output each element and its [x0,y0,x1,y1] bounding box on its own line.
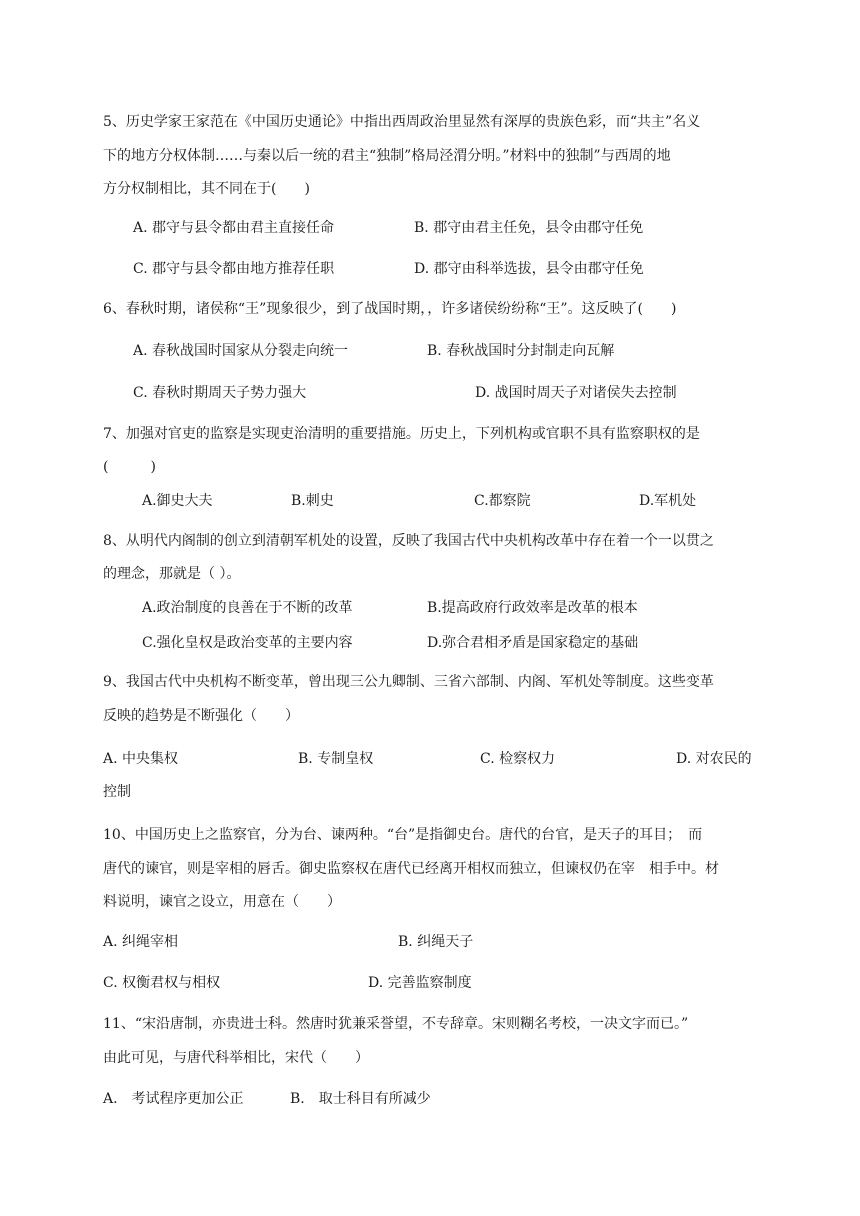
option-d: D. 对农民的 [676,751,752,767]
option-c: C.强化皇权是政治变革的主要内容 [142,635,353,651]
option-a: A.政治制度的良善在于不断的改革 [142,600,353,616]
question-text-line: 9、我国古代中央机构不断变革，曾出现三公九卿制、三省六部制、内阁、军机处等制度。这些变革 [103,674,714,690]
question-text-line: 下的地方分权体制……与秦以后一统的君主“独制”格局泾渭分明。”材料中的独制”与西周的地 [103,148,671,164]
option-d: D. 郡守由科举选拔，县令由郡守任免 [414,261,644,277]
option-a: A. 郡守与县令都由君主直接任命 [133,220,335,236]
option-d: D.弥合君相矛盾是国家稳定的基础 [427,635,639,651]
question-text-line: 7、加强对官吏的监察是实现吏治清明的重要措施。历史上，下列机构或官职不具有监察职权的是 [103,426,700,442]
option-c: C. 检察权力 [480,751,556,767]
option-b: B. 纠绳天子 [398,934,474,950]
option-b: B. 春秋战国时分封制走向瓦解 [427,343,615,359]
question-text-line: 5、历史学家王家范在《中国历史通论》中指出西周政治里显然有深厚的贵族色彩，而“共主”名义 [103,114,701,130]
question-text-line: 6、春秋时期，诸侯称“王”现象很少，到了战国时期，，许多诸侯纷纷称“王”。这反映了( ) [103,301,677,317]
option-d: D. 完善监察制度 [368,975,472,991]
option-c: C.都察院 [474,493,531,509]
option-b: B. 郡守由君主任免，县令由郡守任免 [414,220,644,236]
question-text-line: 方分权制相比，其不同在于( ) [103,181,310,197]
option-d-continuation: 控制 [103,784,131,800]
question-text-line: 的理念，那就是（ ）。 [103,566,241,582]
question-text-line: 8、从明代内阁制的创立到清朝军机处的设置，反映了我国古代中央机构改革中存在着一个一以贯之 [103,533,714,549]
question-text-line: 唐代的谏官，则是宰相的唇舌。御史监察权在唐代已经离开相权而独立，但谏权仍在宰 相手中。材 [103,861,719,877]
question-text-line: 料说明，谏官之设立，用意在（ ） [103,894,341,910]
option-a: A. 中央集权 [103,751,179,767]
option-b: B.刺史 [291,493,334,509]
option-a: A. 纠绳宰相 [103,934,179,950]
option-c: C. 春秋时期周天子势力强大 [133,385,307,401]
question-text-line: 10、中国历史上之监察官，分为台、谏两种。“台”是指御史台。唐代的台官，是天子的耳目； 而 [103,827,703,843]
option-c: C. 权衡君权与相权 [103,975,221,991]
option-c: C. 郡守与县令都由地方推荐任职 [133,261,335,277]
question-text-line: ( ) [103,459,156,475]
option-a: A. 考试程序更加公正 [103,1091,244,1107]
option-d: D.军机处 [639,493,697,509]
option-a: A.御史大夫 [142,493,213,509]
question-text-line: 由此可见，与唐代科举相比，宋代（ ） [103,1050,369,1066]
option-a: A. 春秋战国时国家从分裂走向统一 [133,343,349,359]
question-text-line: 11、“宋沿唐制，亦贵进士科。然唐时犹兼采誉望，不专辞章。宋则糊名考校，一决文字而已。” [103,1016,689,1032]
option-b: B. 专制皇权 [298,751,374,767]
option-b: B. 取士科目有所减少 [290,1091,431,1107]
question-text-line: 反映的趋势是不断强化（ ） [103,708,299,724]
option-b: B.提高政府行政效率是改革的根本 [427,600,638,616]
option-d: D. 战国时周天子对诸侯失去控制 [475,385,677,401]
